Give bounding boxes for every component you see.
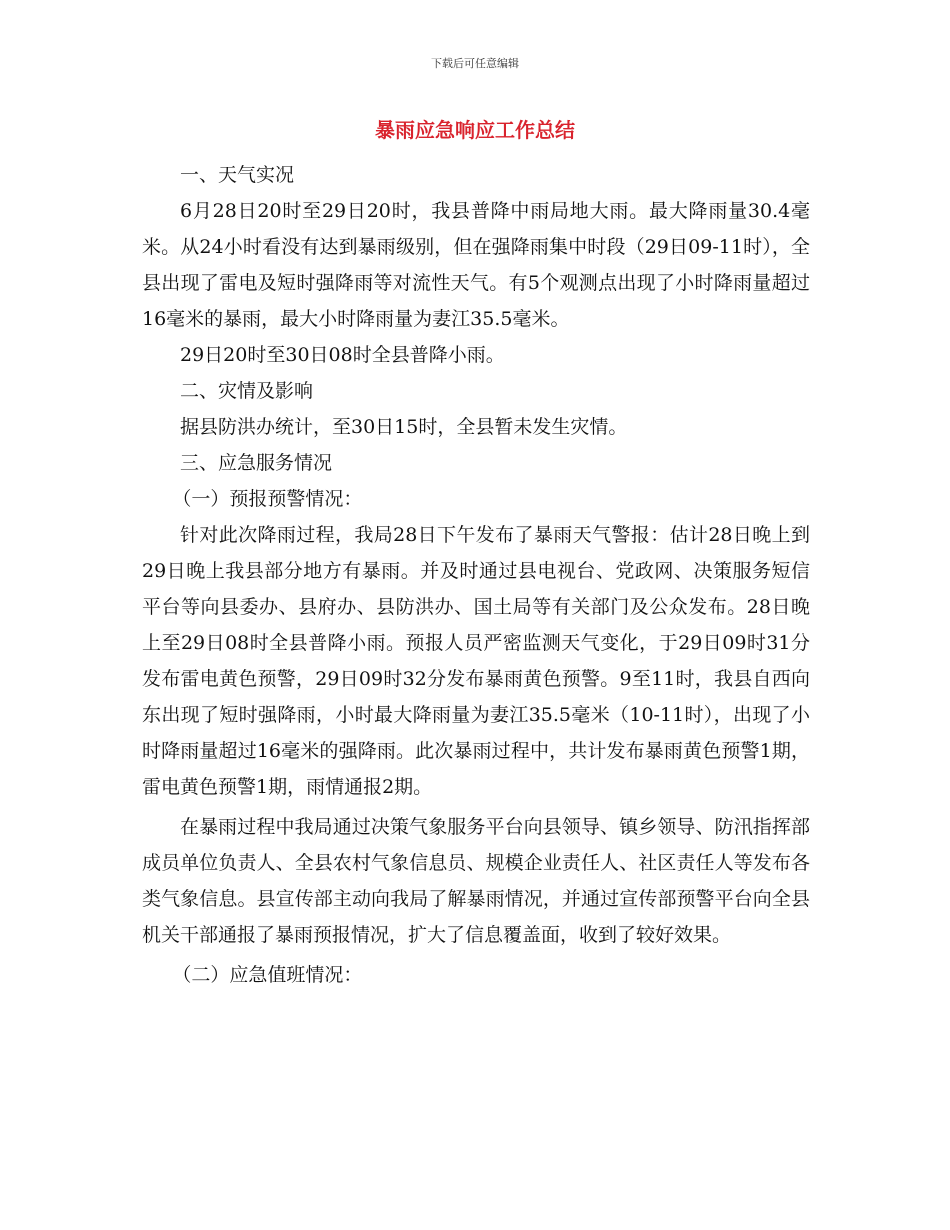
document-body [142, 157, 810, 993]
paragraph-disaster-detail: 据县防洪办统计，至30日15时，全县暂未发生灾情。 [180, 416, 628, 438]
paragraph-weather-detail: 6月28日20时至29日20时，我县普降中雨局地大雨。最大降雨量30.4毫米。从24小时看没有达到暴雨级别，但在强降雨集中时段（29日09-11时），全县出现了雷电及短时强降雨等对流性天气。有5个观测点出现了小时降雨量超过16毫米的暴雨，最大小时降雨量为妻江35.5毫米。 [142, 200, 810, 330]
paragraph-forecast-detail: 针对此次降雨过程，我局28日下午发布了暴雨天气警报：估计28日晚上到29日晚上我县部分地方有暴雨。并及时通过县电视台、党政网、决策服务短信平台等向县委办、县府办、县防洪办、国土局等有关部门及公众发布。28日晚上至29日08时全县普降小雨。预报人员严密监测天气变化，于29日09时31分发布雷电黄色预警，29日09时32分发布暴雨黄色预警。9至11时，我县自西向东出现了短时强降雨，小时最大降雨量为妻江35.5毫米（10-11时），出现了小时降雨量超过16毫米的强降雨。此次暴雨过程中，共计发布暴雨黄色预警1期，雷电黄色预警1期，雨情通报2期。 [142, 524, 810, 798]
section-heading-emergency: 三、应急服务情况 [180, 452, 333, 474]
header-note: 下载后可任意编辑 [431, 57, 519, 70]
subsection-heading-duty: （二）应急值班情况： [172, 964, 363, 986]
document-title: 暴雨应急响应工作总结 [375, 118, 575, 142]
section-heading-weather: 一、天气实况 [180, 164, 295, 186]
subsection-heading-forecast: （一）预报预警情况： [172, 488, 363, 510]
section-heading-disaster: 二、灾情及影响 [180, 380, 314, 402]
paragraph-information-release: 在暴雨过程中我局通过决策气象服务平台向县领导、镇乡领导、防汛指挥部成员单位负责人、全县农村气象信息员、规模企业责任人、社区责任人等发布各类气象信息。县宣传部主动向我局了解暴雨情况，并通过宣传部预警平台向全县机关干部通报了暴雨预报情况，扩大了信息覆盖面，收到了较好效果。 [142, 816, 810, 946]
paragraph-light-rain: 29日20时至30日08时全县普降小雨。 [180, 344, 505, 366]
